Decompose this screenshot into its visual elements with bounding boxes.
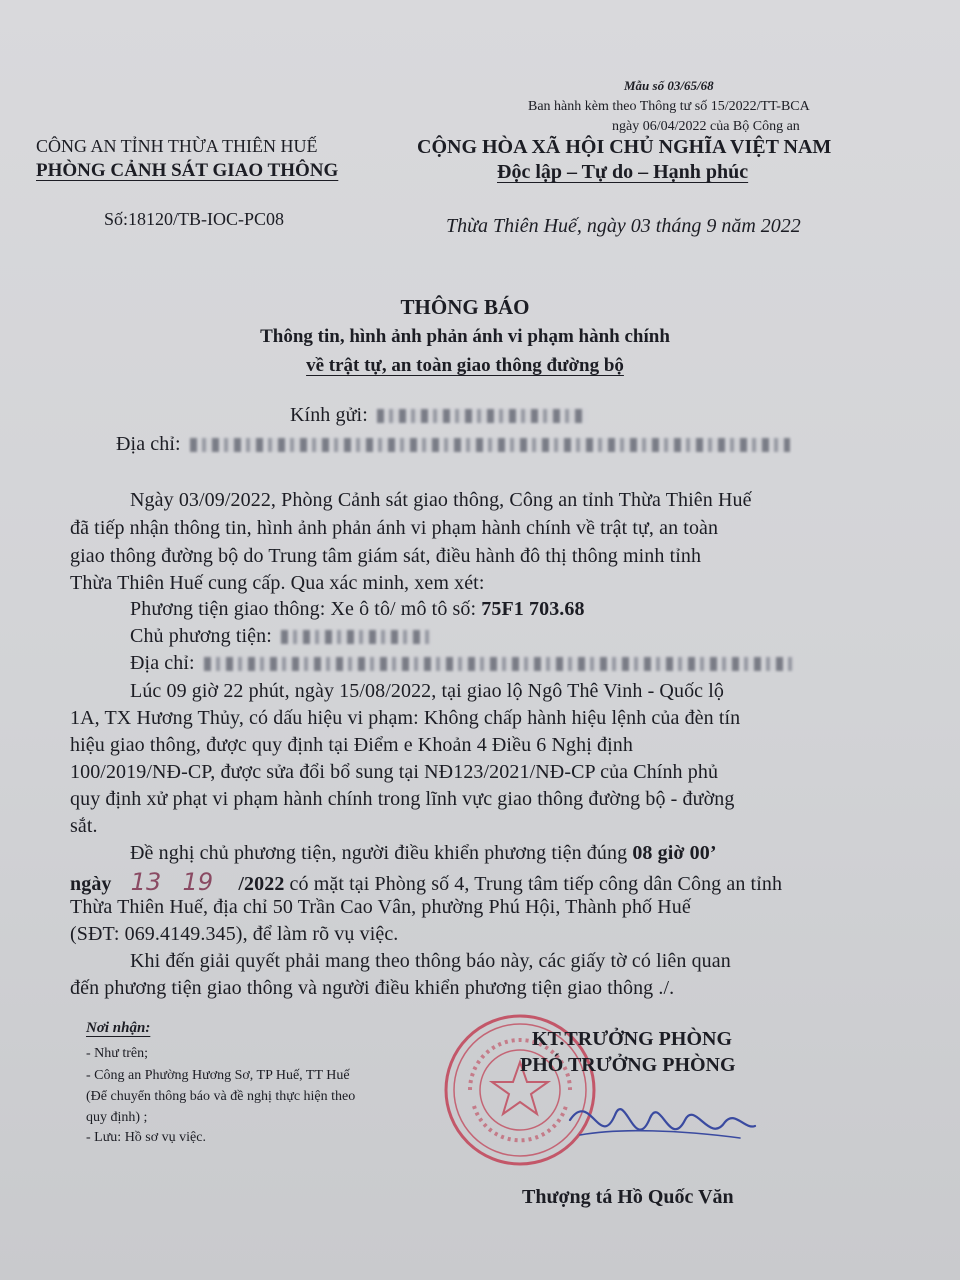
national-motto: Độc lập – Tự do – Hạnh phúc [497, 161, 749, 183]
date-label: ngày [70, 873, 112, 895]
paragraph-1-line-1: Ngày 03/09/2022, Phòng Cảnh sát giao thông, Công an tỉnh Thừa Thiên Huế [130, 489, 752, 511]
recipient-item: - Như trên; [86, 1046, 149, 1061]
owner-label: Chủ phương tiện: [130, 625, 272, 647]
form-issued-line-1: Ban hành kèm theo Thông tư số 15/2022/TT-BCA [528, 99, 810, 114]
paragraph-3-line-1-text: Đề nghị chủ phương tiện, người điều khiển phương tiện đúng [130, 842, 628, 864]
signature-title: KT.TRƯỞNG PHÒNG [532, 1028, 732, 1050]
form-number: Mẫu số 03/65/68 [624, 78, 714, 93]
paragraph-2-line-2: 1A, TX Hương Thủy, có dấu hiệu vi phạm: Không chấp hành hiệu lệnh của đèn tín [70, 707, 741, 729]
paragraph-1-line-4: Thừa Thiên Huế cung cấp. Qua xác minh, xem xét: [70, 572, 485, 594]
signature-subtitle: PHÓ TRƯỞNG PHÒNG [520, 1054, 736, 1076]
recipient-item: quy định) ; [86, 1110, 148, 1125]
vehicle-plate: 75F1 703.68 [481, 598, 585, 620]
addressee-address-row [116, 433, 790, 456]
paragraph-1-line-3: giao thông đường bộ do Trung tâm giám sát, điều hành đô thị thông minh tỉnh [70, 545, 702, 567]
paragraph-3-line-3: Thừa Thiên Huế, địa chỉ 50 Trần Cao Vân, phường Phú Hội, Thành phố Huế [70, 896, 691, 918]
document-title: THÔNG BÁO [400, 295, 530, 319]
appointment-year: /2022 [238, 873, 285, 895]
paragraph-2-line-4: 100/2019/NĐ-CP, được sửa đổi bổ sung tại NĐ123/2021/NĐ-CP của Chính phủ [70, 761, 719, 783]
signer-name: Thượng tá Hồ Quốc Văn [522, 1186, 734, 1208]
paragraph-2-line-3: hiệu giao thông, được quy định tại Điểm e Khoản 4 Điều 6 Nghị định [70, 734, 633, 756]
redacted-address [190, 438, 790, 452]
place-date: Thừa Thiên Huế, ngày 03 tháng 9 năm 2022 [446, 215, 801, 237]
form-issued-line-2: ngày 06/04/2022 của Bộ Công an [612, 119, 800, 134]
redacted-addressee [377, 409, 587, 423]
paragraph-3-line-2 [70, 868, 782, 896]
addressee-row [290, 404, 587, 427]
recipient-item: - Lưu: Hồ sơ vụ việc. [86, 1130, 206, 1145]
owner-address-row [130, 652, 794, 675]
paragraph-2-line-6: sắt. [70, 815, 98, 837]
document-number: Số:18120/TB-IOC-PC08 [104, 209, 285, 229]
paragraph-3-line-1 [130, 842, 717, 865]
paragraph-2-line-1: Lúc 09 giờ 22 phút, ngày 15/08/2022, tại giao lộ Ngô Thê Vinh - Quốc lộ [130, 680, 725, 702]
paragraph-3-line-4: (SĐT: 069.4149.345), để làm rõ vụ việc. [70, 923, 399, 945]
recipient-item: - Công an Phường Hương Sơ, TP Huế, TT Huế [86, 1068, 350, 1083]
owner-row [130, 625, 431, 648]
redacted-owner [281, 630, 431, 644]
department-name: PHÒNG CẢNH SÁT GIAO THÔNG [36, 160, 339, 181]
paragraph-3-line-2-text: có mặt tại Phòng số 4, Trung tâm tiếp công dân Công an tỉnh [289, 873, 783, 895]
handwritten-signature [560, 1080, 760, 1170]
handwritten-month: 19 [182, 868, 214, 896]
recipients-title: Nơi nhận: [86, 1020, 151, 1036]
vehicle-row [130, 598, 585, 621]
vehicle-label: Phương tiện giao thông: Xe ô tô/ mô tô số: [130, 598, 477, 620]
paragraph-1-line-2: đã tiếp nhận thông tin, hình ảnh phản ánh vi phạm hành chính về trật tự, an toàn [70, 517, 719, 539]
recipient-item: (Để chuyển thông báo và đề nghị thực hiện theo [86, 1089, 356, 1104]
nation-name: CỘNG HÒA XÃ HỘI CHỦ NGHĨA VIỆT NAM [417, 136, 832, 158]
address-label: Địa chỉ: [116, 433, 181, 455]
document-subtitle-1: Thông tin, hình ảnh phản ánh vi phạm hành chính [260, 326, 670, 347]
document-subtitle-2 [0, 355, 930, 377]
paragraph-4-line-1: Khi đến giải quyết phải mang theo thông báo này, các giấy tờ có liên quan [130, 950, 731, 972]
appointment-time: 08 giờ 00’ [632, 842, 717, 864]
addressee-label: Kính gửi: [290, 404, 368, 426]
handwritten-day: 13 [130, 868, 162, 896]
agency-name: CÔNG AN TỈNH THỪA THIÊN HUẾ [36, 136, 318, 156]
redacted-owner-address [204, 657, 794, 671]
document-subtitle-2-text: về trật tự, an toàn giao thông đường bộ [306, 355, 624, 376]
owner-address-label: Địa chỉ: [130, 652, 195, 674]
paragraph-4-line-2: đến phương tiện giao thông và người điều khiển phương tiện giao thông ./. [70, 977, 675, 999]
paragraph-2-line-5: quy định xử phạt vi phạm hành chính trong lĩnh vực giao thông đường bộ - đường [70, 788, 735, 810]
